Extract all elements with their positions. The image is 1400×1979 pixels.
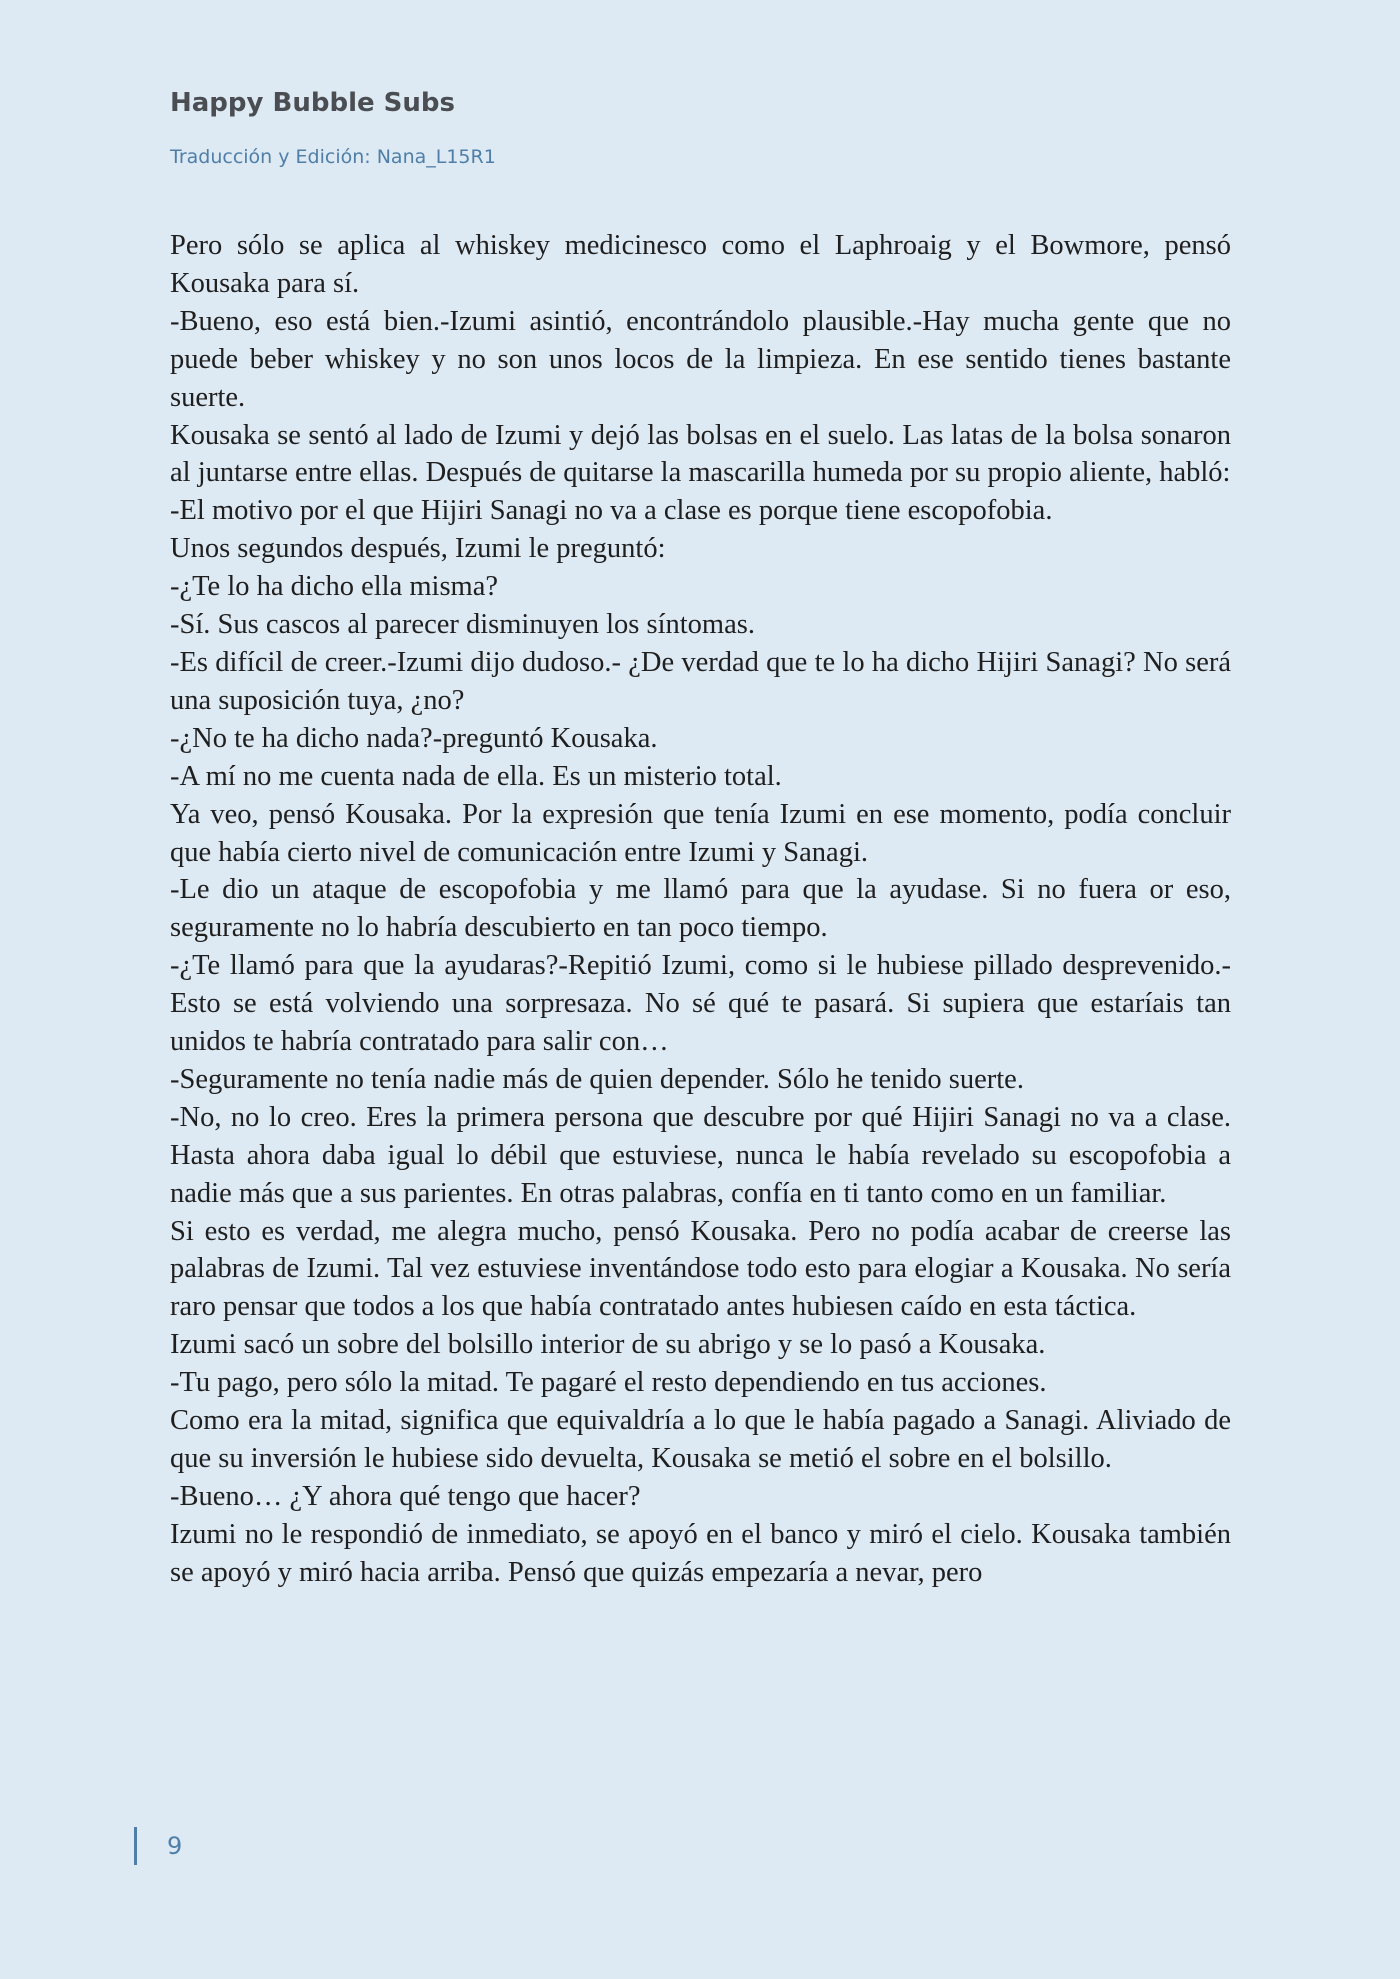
footer-accent-bar (134, 1827, 137, 1865)
paragraph: -Es difícil de creer.-Izumi dijo dudoso.- ¿De verdad que te lo ha dicho Hijiri Sanagi? No será una suposición tuya, ¿no? (170, 646, 1231, 716)
paragraph: -¿Te llamó para que la ayudaras?-Repitió Izumi, como si le hubiese pillado desprevenido.-Esto se está volviendo una sorpresaza. No sé qué te pasará. Si supiera que estaríais tan unidos te habría contratado para salir con… (170, 950, 1231, 1058)
paragraph: -Bueno… ¿Y ahora qué tengo que hacer? (170, 1480, 641, 1512)
paragraph: -Bueno, eso está bien.-Izumi asintió, encontrándolo plausible.-Hay mucha gente que no puede beber whiskey y no son unos locos de la limpieza. En ese sentido tienes bastante suerte. (170, 305, 1231, 413)
page-number: 9 (167, 1832, 183, 1860)
paragraph: -El motivo por el que Hijiri Sanagi no va a clase es porque tiene escopofobia. (170, 495, 1053, 527)
paragraph: -A mí no me cuenta nada de ella. Es un misterio total. (170, 760, 782, 792)
paragraph: Unos segundos después, Izumi le preguntó: (170, 533, 666, 565)
paragraph: -¿No te ha dicho nada?-preguntó Kousaka. (170, 722, 658, 754)
header-title: Happy Bubble Subs (170, 88, 455, 118)
paragraph: -Le dio un ataque de escopofobia y me llamó para que la ayudase. Si no fuera or eso, seguramente no lo habría descubierto en tan poco tiempo. (170, 874, 1231, 944)
paragraph: -Tu pago, pero sólo la mitad. Te pagaré el resto dependiendo en tus acciones. (170, 1367, 1047, 1399)
page-footer (134, 1826, 182, 1866)
page-header (170, 84, 1230, 170)
paragraph: -Sí. Sus cascos al parecer disminuyen los síntomas. (170, 609, 755, 641)
paragraph: Pero sólo se aplica al whiskey medicinesco como el Laphroaig y el Bowmore, pensó Kousaka para sí. (170, 230, 1231, 299)
paragraph: Izumi no le respondió de inmediato, se apoyó en el banco y miró el cielo. Kousaka también se apoyó y miró hacia arriba. Pensó que quizás empezaría a nevar, pero (170, 1518, 1231, 1588)
paragraph: -Seguramente no tenía nadie más de quien depender. Sólo he tenido suerte. (170, 1063, 1024, 1095)
header-subtitle: Traducción y Edición: Nana_L15R1 (170, 146, 496, 168)
paragraph: -¿Te lo ha dicho ella misma? (170, 571, 499, 603)
paragraph: Izumi sacó un sobre del bolsillo interior de su abrigo y se lo pasó a Kousaka. (170, 1329, 1046, 1361)
paragraph: Como era la mitad, significa que equivaldría a lo que le había pagado a Sanagi. Aliviado de que su inversión le hubiese sido devuelta, Kousaka se metió el sobre en el bolsillo. (170, 1405, 1231, 1474)
paragraph: Si esto es verdad, me alegra mucho, pensó Kousaka. Pero no podía acabar de creerse las palabras de Izumi. Tal vez estuviese inventándose todo esto para elogiar a Kousaka. No sería raro pensar que todos a los que había contratado antes hubiesen caído en esta táctica. (170, 1215, 1231, 1323)
paragraph: -No, no lo creo. Eres la primera persona que descubre por qué Hijiri Sanagi no va a clase. Hasta ahora daba igual lo débil que estuviese, nunca le había revelado su escopofobia a nadie más que a sus parientes. En otras palabras, confía en ti tanto como en un familiar. (170, 1101, 1231, 1209)
paragraph: Kousaka se sentó al lado de Izumi y dejó las bolsas en el suelo. Las latas de la bolsa sonaron al juntarse entre ellas. Después de quitarse la mascarilla humeda por su propio aliente, habló: (170, 419, 1231, 489)
paragraph: Ya veo, pensó Kousaka. Por la expresión que tenía Izumi en ese momento, podía concluir que había cierto nivel de comunicación entre Izumi y Sanagi. (170, 798, 1231, 868)
body-text (170, 227, 1231, 1592)
